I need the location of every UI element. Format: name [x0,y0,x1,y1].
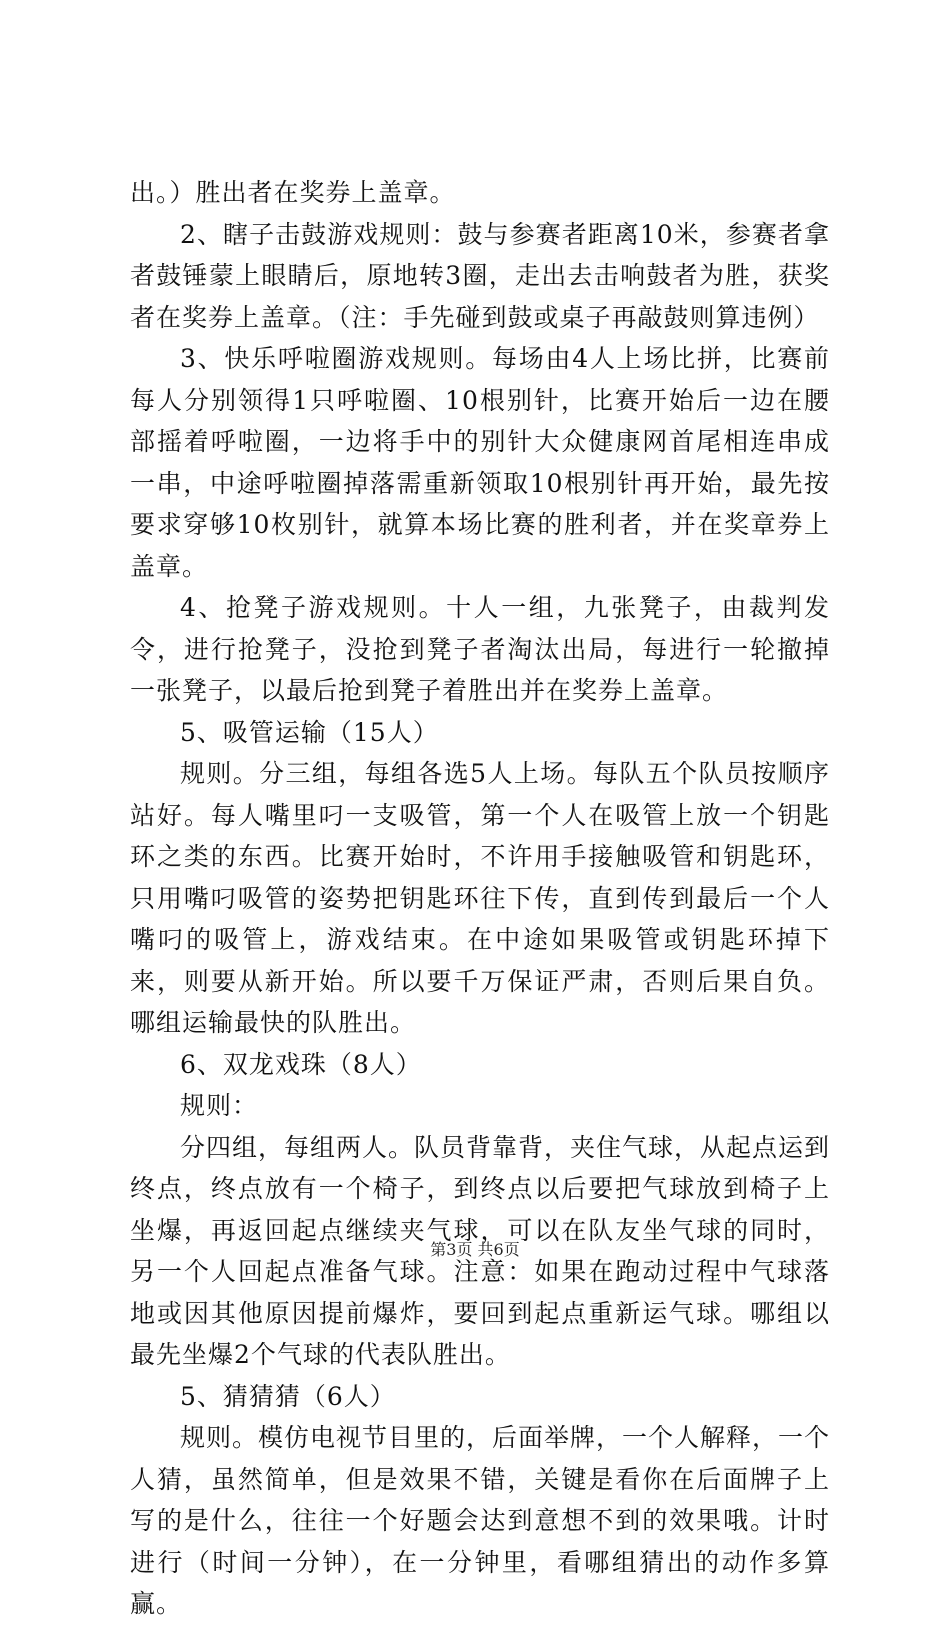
heading-straw-transport: 5、吸管运输（15人） [180,717,439,747]
heading-guessing-game: 5、猜猜猜（6人） [180,1381,396,1411]
document-body [130,172,830,1625]
paragraph-guessing-game-rules: 规则。模仿电视节目里的，后面举牌，一个人解释，一个人猜，虽然简单，但是效果不错，关键是看你在后面牌子上写的是什么，往往一个好题会达到意想不到的效果哦。计时进行（时间一分钟），在一分钟里，看哪组猜出的动作多算赢。 [130,1423,831,1618]
paragraph-double-dragon-rules: 分四组，每组两人。队员背靠背，夹住气球，从起点运到终点，终点放有一个椅子，到终点以后要把气球放到椅子上坐爆，再返回起点继续夹气球，可以在队友坐气球的同时，另一个人回起点准备气球。注意：如果在跑动过程中气球落地或因其他原因提前爆炸，要回到起点重新运气球。哪组以最先坐爆2个气球的代表队胜出。 [130,1132,831,1369]
label-rules: 规则： [180,1091,259,1120]
paragraph-blindfold-drum-rules: 2、瞎子击鼓游戏规则：鼓与参赛者距离10米，参赛者拿者鼓锤蒙上眼睛后，原地转3圈，走出去击响鼓者为胜，获奖者在奖券上盖章。（注：手先碰到鼓或桌子再敲鼓则算违例） [130,219,830,332]
page-number-footer: 第3页 共6页 [430,1240,520,1259]
heading-double-dragon: 6、双龙戏珠（8人） [180,1049,422,1079]
paragraph-hula-hoop-rules: 3、快乐呼啦圈游戏规则。每场由4人上场比拼，比赛前每人分别领得1只呼啦圈、10根别针，比赛开始后一边在腰部摇着呼啦圈，一边将手中的别针大众健康网首尾相连串成一串，中途呼啦圈掉落需重新领取10根别针再开始，最先按要求穿够10枚别针，就算本场比赛的胜利者，并在奖章券上盖章。 [130,344,830,581]
paragraph-musical-chairs-rules: 4、抢凳子游戏规则。十人一组，九张凳子，由裁判发令，进行抢凳子，没抢到凳子者淘汰出局，每进行一轮撤掉一张凳子，以最后抢到凳子着胜出并在奖券上盖章。 [130,593,830,705]
paragraph-straw-transport-rules: 规则。分三组，每组各选5人上场。每队五个队员按顺序站好。每人嘴里叼一支吸管，第一个人在吸管上放一个钥匙环之类的东西。比赛开始时，不许用手接触吸管和钥匙环，只用嘴叼吸管的姿势把钥匙环往下传，直到传到最后一个人嘴叼的吸管上，游戏结束。在中途如果吸管或钥匙环掉下来，则要从新开始。所以要千万保证严肃，否则后果自负。哪组运输最快的队胜出。 [130,759,830,1037]
paragraph-continuation: 出。）胜出者在奖券上盖章。 [130,178,456,207]
